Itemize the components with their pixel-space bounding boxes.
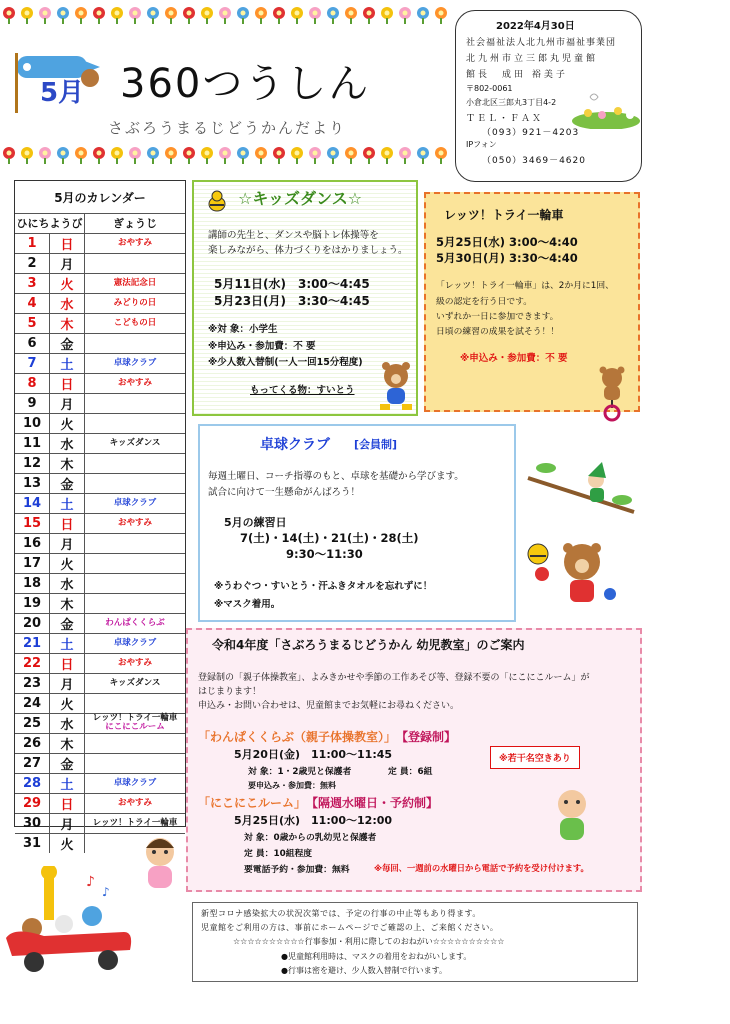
flower-icon xyxy=(57,147,69,164)
flower-icon xyxy=(417,147,429,164)
calendar-row xyxy=(15,533,185,553)
flower-icon xyxy=(435,7,447,24)
kids-class-intro3: 申込み・お問い合わせは、児童館までお気軽にお尋ねください。 xyxy=(198,701,460,711)
calendar-weekday: 土 xyxy=(50,773,85,793)
unicycle-desc1: 「レッツ！トライ一輪車」は、2か月に1回、 xyxy=(436,281,614,291)
calendar-row xyxy=(15,313,185,333)
calendar-event-label: 卓球クラブ xyxy=(113,637,157,648)
notice-box xyxy=(192,902,638,982)
dancing-bear-icon xyxy=(374,360,418,414)
flower-icon xyxy=(345,147,357,164)
calendar-row xyxy=(15,793,185,813)
calendar-weekday: 火 xyxy=(50,693,85,713)
wanpaku-capacity: 定 員：6組 xyxy=(388,767,433,777)
pingpong-tag: [会員制] xyxy=(354,438,398,451)
flower-icon xyxy=(219,147,231,164)
calendar-event xyxy=(85,253,186,273)
calendar-day: 11 xyxy=(15,433,50,453)
calendar-event xyxy=(85,553,186,573)
child-on-branch-icon xyxy=(526,452,638,522)
calendar-event-label: わんぱくくらぶ xyxy=(105,617,165,628)
calendar-day: 8 xyxy=(15,373,50,393)
flower-icon xyxy=(399,147,411,164)
calendar-event xyxy=(85,373,186,393)
calendar-weekday: 土 xyxy=(50,493,85,513)
calendar-event xyxy=(85,333,186,353)
calendar-event xyxy=(85,513,186,533)
newsletter-subtitle: さぶろうまるじどうかんだより xyxy=(108,119,347,137)
month-badge: 5月 xyxy=(40,78,85,108)
calendar-day: 9 xyxy=(15,393,50,413)
calendar-day: 27 xyxy=(15,753,50,773)
calendar-event xyxy=(85,793,186,813)
flower-icon xyxy=(93,147,105,164)
calendar-weekday: 金 xyxy=(50,753,85,773)
pingpong-section xyxy=(198,424,516,622)
wanpaku-title-text: 「わんぱくくらぶ（親子体操教室）」 xyxy=(198,730,397,744)
pingpong-practice-days: 7(土)・14(土)・21(土)・28(土) xyxy=(240,531,419,545)
kids-class-intro1: 登録制の「親子体操教室」、よみきかせや季節の工作あそび等、登録不要の「にこにこルーム」が xyxy=(198,673,590,683)
flower-icon xyxy=(417,7,429,24)
calendar-day: 5 xyxy=(15,313,50,333)
calendar-day: 3 xyxy=(15,273,50,293)
tel-label: ＴＥＬ・ＦＡＸ xyxy=(466,114,544,124)
pingpong-desc2: 試合に向けて一生懸命がんばろう！ xyxy=(208,487,361,498)
info-box xyxy=(455,10,642,182)
org-line1: 社会福祉法人北九州市福祉事業団 xyxy=(466,38,617,48)
bee-icon xyxy=(204,188,230,214)
calendar-row xyxy=(15,673,185,693)
flower-icon xyxy=(309,147,321,164)
calendar-day: 7 xyxy=(15,353,50,373)
calendar-event xyxy=(85,273,186,293)
flower-icon xyxy=(75,7,87,24)
unicycle-desc2: 級の認定を行う日です。 xyxy=(436,297,533,307)
calendar-weekday: 月 xyxy=(50,393,85,413)
calendar-row xyxy=(15,293,185,313)
wanpaku-target: 対 象：1・2歳児と保護者 xyxy=(248,767,352,777)
calendar-weekday: 日 xyxy=(50,793,85,813)
calendar-row xyxy=(15,653,185,673)
kids-dance-note1: ※対 象：小学生 xyxy=(208,324,278,335)
flower-icon xyxy=(255,147,267,164)
calendar-event xyxy=(85,673,186,693)
unicycle-date1: 5月25日(水) 3:00～4:40 xyxy=(436,235,578,249)
address: 小倉北区三郎丸3丁目4-2 xyxy=(466,98,557,107)
pingpong-practice-time: 9:30～11:30 xyxy=(286,547,363,561)
flower-icon xyxy=(3,147,15,164)
flower-icon xyxy=(255,7,267,24)
calendar-day: 31 xyxy=(15,833,50,853)
flower-icon xyxy=(57,7,69,24)
calendar-row xyxy=(15,433,185,453)
calendar-event xyxy=(85,313,186,333)
calendar-weekday: 月 xyxy=(50,253,85,273)
calendar-row xyxy=(15,273,185,293)
niko-note: ※毎回、一週前の水曜日から電話で予約を受け付けます。 xyxy=(374,863,589,873)
calendar-event-label: おやすみ xyxy=(117,237,152,248)
calendar-title: 5月のカレンダー xyxy=(54,191,146,205)
niko-title-text: 「にこにこルーム」 xyxy=(198,796,307,810)
flower-icon xyxy=(147,147,159,164)
pingpong-desc1: 毎週土曜日、コーチ指導のもと、卓球を基礎から学びます。 xyxy=(208,471,464,482)
flower-icon xyxy=(21,147,33,164)
calendar-row xyxy=(15,553,185,573)
flower-icon xyxy=(147,7,159,24)
flower-icon xyxy=(219,7,231,24)
niko-title xyxy=(198,794,438,811)
calendar-event xyxy=(85,473,186,493)
calendar-event xyxy=(85,413,186,433)
calendar-weekday: 木 xyxy=(50,733,85,753)
unicycle-desc4: 日頃の練習の成果を試そう！！ xyxy=(436,327,560,337)
notice-line4: ●児童館利用時は、マスクの着用をおねがいします。 xyxy=(281,952,472,961)
calendar-row xyxy=(15,233,185,253)
flower-icon xyxy=(93,7,105,24)
calendar-weekday: 日 xyxy=(50,513,85,533)
calendar-weekday: 木 xyxy=(50,313,85,333)
calendar-event xyxy=(85,753,186,773)
newsletter-title: 360つうしん xyxy=(120,61,371,107)
calendar-weekday: 火 xyxy=(50,413,85,433)
calendar-row xyxy=(15,773,185,793)
calendar-day: 26 xyxy=(15,733,50,753)
calendar-weekday: 金 xyxy=(50,333,85,353)
pingpong-note1: ※うわぐつ・すいとう・汗ふきタオルを忘れずに！ xyxy=(214,581,433,592)
niko-fee: 要電話予約・参加費：無料 xyxy=(244,865,350,875)
ip-label: IPフォン xyxy=(466,140,497,149)
calendar-event-label: 卓球クラブ xyxy=(113,497,157,508)
calendar-weekday: 日 xyxy=(50,373,85,393)
kids-class-intro2: はじまります！ xyxy=(198,687,262,697)
calendar-event xyxy=(85,773,186,793)
calendar-weekday: 火 xyxy=(50,553,85,573)
calendar-event-label: にこにこルーム xyxy=(105,722,165,733)
calendar-day: 2 xyxy=(15,253,50,273)
calendar-row xyxy=(15,713,185,733)
calendar-event xyxy=(85,573,186,593)
notice-line2: 児童館をご利用の方は、事前にホームページでご確認の上、ご来館ください。 xyxy=(201,923,499,932)
calendar-day: 23 xyxy=(15,673,50,693)
calendar-row xyxy=(15,813,185,833)
flower-icon xyxy=(111,147,123,164)
flower-icon xyxy=(201,7,213,24)
flower-icon xyxy=(327,7,339,24)
flower-border-bottom xyxy=(0,146,450,164)
calendar-event xyxy=(85,293,186,313)
calendar-row xyxy=(15,473,185,493)
calendar-day: 24 xyxy=(15,693,50,713)
calendar-row xyxy=(15,733,185,753)
ip-number: （050）3469－4620 xyxy=(482,156,586,166)
flower-icon xyxy=(345,7,357,24)
calendar-day: 16 xyxy=(15,533,50,553)
calendar-weekday: 金 xyxy=(50,473,85,493)
flower-icon xyxy=(165,7,177,24)
calendar-day: 21 xyxy=(15,633,50,653)
calendar-table xyxy=(15,213,185,853)
kids-dance-title: ☆キッズダンス☆ xyxy=(238,189,363,208)
kids-class-title: 令和4年度「さぶろうまるじどうかん 幼児教室」のご案内 xyxy=(212,638,525,652)
flower-icon xyxy=(21,7,33,24)
calendar-row xyxy=(15,593,185,613)
calendar-day: 20 xyxy=(15,613,50,633)
org-line2: 北九州市立三郎丸児童館 xyxy=(466,54,599,64)
kids-class-section xyxy=(186,628,642,892)
calendar-event-label: 卓球クラブ xyxy=(113,777,157,788)
calendar-day: 30 xyxy=(15,813,50,833)
calendar-day: 29 xyxy=(15,793,50,813)
calendar-event xyxy=(85,393,186,413)
calendar-weekday: 日 xyxy=(50,233,85,253)
notice-line3: ☆☆☆☆☆☆☆☆☆☆行事参加・利用に際してのおねがい☆☆☆☆☆☆☆☆☆☆ xyxy=(233,937,505,946)
meadow-icon xyxy=(568,91,640,129)
flower-icon xyxy=(183,7,195,24)
calendar-event xyxy=(85,433,186,453)
director: 館長 成田 裕美子 xyxy=(466,70,568,80)
calendar-weekday: 火 xyxy=(50,833,85,853)
calendar-event xyxy=(85,493,186,513)
calendar-weekday: 金 xyxy=(50,613,85,633)
pingpong-practice-label: 5月の練習日 xyxy=(224,516,287,529)
flower-icon xyxy=(201,147,213,164)
baby-icon xyxy=(544,786,600,848)
unicycle-note: ※申込み・参加費：不 要 xyxy=(460,353,568,364)
calendar-row xyxy=(15,693,185,713)
calendar-event-label: キッズダンス xyxy=(109,677,161,688)
kids-dance-note3: ※少人数入替制(一人一回15分程度) xyxy=(208,357,363,368)
kids-dance-note2: ※申込み・参加費：不 要 xyxy=(208,341,316,352)
calendar-event-label: おやすみ xyxy=(117,377,152,388)
calendar-event xyxy=(85,613,186,633)
calendar-event-label: 卓球クラブ xyxy=(113,357,157,368)
kids-dance-desc2: 楽しみながら、体力づくりをはかりましょう。 xyxy=(208,245,408,256)
calendar-weekday: 土 xyxy=(50,633,85,653)
calendar-row xyxy=(15,373,185,393)
calendar-event-label: おやすみ xyxy=(117,517,152,528)
calendar-day: 14 xyxy=(15,493,50,513)
flower-icon xyxy=(273,7,285,24)
wanpaku-fee: 要申込み・参加費：無料 xyxy=(248,781,336,790)
calendar-weekday: 日 xyxy=(50,653,85,673)
kids-dance-date2: 5月23日(月) 3:30～4:45 xyxy=(214,294,370,308)
calendar-day: 22 xyxy=(15,653,50,673)
calendar-weekday: 水 xyxy=(50,713,85,733)
calendar-day: 13 xyxy=(15,473,50,493)
calendar-day: 12 xyxy=(15,453,50,473)
calendar-weekday: 木 xyxy=(50,593,85,613)
calendar-event xyxy=(85,453,186,473)
unicycle-date2: 5月30日(月) 3:30～4:40 xyxy=(436,251,578,265)
flower-icon xyxy=(381,7,393,24)
flower-icon xyxy=(363,7,375,24)
calendar-day: 17 xyxy=(15,553,50,573)
calendar-day: 15 xyxy=(15,513,50,533)
calendar-weekday: 土 xyxy=(50,353,85,373)
unicycle-bear-icon xyxy=(590,366,634,422)
calendar-row xyxy=(15,393,185,413)
flower-icon xyxy=(291,147,303,164)
calendar-day: 19 xyxy=(15,593,50,613)
flower-icon xyxy=(435,147,447,164)
calendar-weekday: 月 xyxy=(50,533,85,553)
calendar-row xyxy=(15,353,185,373)
calendar-row xyxy=(15,333,185,353)
kids-dance-date1: 5月11日(水) 3:00～4:45 xyxy=(214,277,370,291)
month-badge-illustration xyxy=(12,50,107,115)
calendar-event-label: こどもの日 xyxy=(113,317,157,328)
calendar-day: 10 xyxy=(15,413,50,433)
flower-icon xyxy=(3,7,15,24)
calendar-event xyxy=(85,633,186,653)
kids-dance-bring: もってくる物：すいとう xyxy=(250,385,355,396)
calendar-row xyxy=(15,633,185,653)
kids-dance-section xyxy=(192,180,418,416)
niko-date: 5月25日(水) 11:00～12:00 xyxy=(234,814,393,827)
calendar-day: 6 xyxy=(15,333,50,353)
calendar-row xyxy=(15,453,185,473)
calendar-event-label: おやすみ xyxy=(117,797,152,808)
svg-text:♪: ♪ xyxy=(102,885,110,899)
calendar-row xyxy=(15,513,185,533)
flower-icon xyxy=(381,147,393,164)
wanpaku-date: 5月20日(金) 11:00～11:45 xyxy=(234,748,393,761)
flower-icon xyxy=(39,7,51,24)
kids-dance-desc1: 講師の先生と、ダンスや脳トレ体操等を xyxy=(208,230,379,241)
calendar-day: 1 xyxy=(15,233,50,253)
flower-icon xyxy=(363,147,375,164)
flower-icon xyxy=(237,7,249,24)
svg-text:♪: ♪ xyxy=(86,874,95,890)
calendar-event xyxy=(85,593,186,613)
calendar-header-row xyxy=(15,214,185,234)
calendar-event xyxy=(85,353,186,373)
flower-border-top xyxy=(0,6,450,24)
unicycle-title: レッツ！トライ一輪車 xyxy=(444,208,564,222)
flower-icon xyxy=(309,7,321,24)
flower-icon xyxy=(183,147,195,164)
wanpaku-badge: ※若干名空きあり xyxy=(490,746,580,769)
calendar-row xyxy=(15,753,185,773)
calendar-weekday: 月 xyxy=(50,673,85,693)
calendar-event-label: みどりの日 xyxy=(113,297,157,308)
flower-icon xyxy=(273,147,285,164)
issue-date: 2022年4月30日 xyxy=(496,21,575,32)
calendar-event xyxy=(85,233,186,253)
calendar-row xyxy=(15,253,185,273)
calendar-event xyxy=(85,733,186,753)
pingpong-bear-icon xyxy=(516,536,632,616)
calendar-row xyxy=(15,613,185,633)
wanpaku-tag: 【登録制】 xyxy=(402,730,457,744)
calendar-event xyxy=(85,713,186,733)
calendar-weekday: 月 xyxy=(50,813,85,833)
calendar-weekday: 水 xyxy=(50,293,85,313)
flower-icon xyxy=(327,147,339,164)
calendar-weekday: 木 xyxy=(50,453,85,473)
calendar-event xyxy=(85,693,186,713)
calendar-event-label: おやすみ xyxy=(117,657,152,668)
baby-girl-icon xyxy=(136,834,184,894)
calendar-row xyxy=(15,573,185,593)
calendar-col-day: ひにちようび xyxy=(15,214,85,234)
unicycle-desc3: いずれか一日に参加できます。 xyxy=(436,312,559,322)
flower-icon xyxy=(399,7,411,24)
calendar-day: 4 xyxy=(15,293,50,313)
flower-icon xyxy=(237,147,249,164)
pingpong-title: 卓球クラブ xyxy=(260,437,330,453)
calendar-event xyxy=(85,813,186,833)
flower-icon xyxy=(39,147,51,164)
notice-line5: ●行事は密を避け、少人数入替制で行います。 xyxy=(281,966,448,975)
niko-tag: 【隔週水曜日・予約制】 xyxy=(312,796,439,810)
niko-capacity: 定 員：10組程度 xyxy=(244,849,313,859)
calendar-event xyxy=(85,533,186,553)
notice-line1: 新型コロナ感染拡大の状況次第では、予定の行事の中止等もあり得ます。 xyxy=(201,909,481,918)
calendar-event-label: レッツ！トライ一輪車 xyxy=(92,713,178,724)
tel-number: （093）921－4203 xyxy=(482,128,580,138)
unicycle-section xyxy=(424,192,640,412)
niko-target: 対 象：0歳からの乳幼児と保護者 xyxy=(244,833,377,843)
calendar-event-label: キッズダンス xyxy=(109,437,161,448)
flower-icon xyxy=(111,7,123,24)
calendar-event-label: 憲法記念日 xyxy=(113,277,157,288)
calendar-row xyxy=(15,413,185,433)
animal-car-icon xyxy=(4,866,140,976)
flower-icon xyxy=(129,147,141,164)
calendar-row xyxy=(15,493,185,513)
flower-icon xyxy=(165,147,177,164)
calendar-weekday: 火 xyxy=(50,273,85,293)
calendar-event-label: レッツ！トライ一輪車 xyxy=(92,817,178,828)
flower-icon xyxy=(291,7,303,24)
calendar-weekday: 水 xyxy=(50,433,85,453)
flower-icon xyxy=(129,7,141,24)
calendar-event xyxy=(85,653,186,673)
pingpong-note2: ※マスク着用。 xyxy=(214,599,281,610)
calendar-day: 28 xyxy=(15,773,50,793)
calendar-day: 18 xyxy=(15,573,50,593)
flower-icon xyxy=(75,147,87,164)
calendar-day: 25 xyxy=(15,713,50,733)
calendar xyxy=(14,180,186,853)
calendar-weekday: 水 xyxy=(50,573,85,593)
calendar-col-event: ぎょうじ xyxy=(85,214,186,234)
wanpaku-title xyxy=(198,728,456,745)
postal-code: 〒802-0061 xyxy=(466,84,513,93)
